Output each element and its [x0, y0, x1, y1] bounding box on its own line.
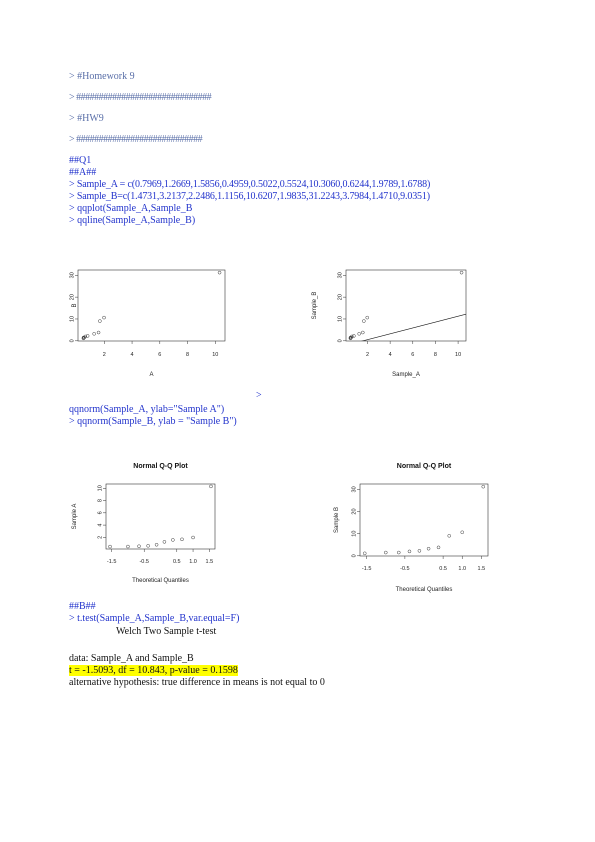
y-tick-label: 0: [69, 339, 76, 343]
code-ttest: > t.test(Sample_A,Sample_B,var.equal=F): [69, 613, 240, 624]
data-point: [460, 271, 463, 274]
output-stats: [69, 665, 238, 677]
x-axis-label: Sample_A: [392, 372, 420, 378]
x-tick-label: 1.0: [189, 559, 197, 565]
data-point: [482, 485, 485, 488]
data-point: [192, 536, 195, 539]
data-point: [362, 320, 365, 323]
plot-frame: [346, 270, 466, 341]
data-point: [147, 544, 150, 547]
y-tick-label: 10: [69, 315, 76, 323]
code-sample-a: > Sample_A = c(0.7969,1.2669,1.5856,0.4959,0.5022,0.5524,10.3060,0.6244,1.9789,1.6788): [69, 179, 431, 190]
y-tick-label: 10: [337, 315, 344, 323]
output-alternative: alternative hypothesis: true difference in means is not equal to 0: [69, 677, 325, 688]
x-tick-label: 4: [388, 352, 392, 358]
x-tick-label: 2: [365, 352, 370, 358]
heading-a: ##A##: [69, 167, 97, 178]
data-point: [366, 316, 369, 319]
y-tick-label: 10: [351, 530, 358, 537]
y-axis-label: Sample B: [334, 506, 340, 534]
x-tick-label: 8: [186, 352, 190, 358]
code-qqplot: > qqplot(Sample_A,Sample_B: [69, 203, 193, 214]
x-tick-label: 4: [130, 352, 134, 358]
y-tick-label: 30: [337, 272, 344, 279]
code-prompt: >: [256, 390, 262, 401]
data-point: [218, 271, 221, 274]
x-axis-label: A: [149, 372, 154, 378]
comment-hash-2: > ############################: [69, 134, 203, 145]
x-tick-label: 0.5: [439, 566, 447, 572]
x-tick-label: 1.0: [458, 566, 467, 572]
y-axis-label: B: [72, 303, 78, 308]
normal-qq-plot-a: [66, 458, 236, 590]
stats-highlight: t = -1.5093, df = 10.843, p-value = 0.1598: [69, 665, 238, 676]
x-tick-label: -1.5: [106, 559, 117, 565]
x-tick-label: 10: [212, 352, 219, 358]
data-point: [98, 320, 101, 323]
x-tick-label: 0.5: [172, 559, 181, 565]
y-tick-label: 20: [69, 294, 76, 301]
code-qqnorm-b: > qqnorm(Sample_B, ylab = "Sample B"): [69, 416, 237, 427]
y-tick-label: 6: [97, 511, 104, 515]
output-welch-title: Welch Two Sample t-test: [116, 626, 217, 637]
y-tick-label: 8: [97, 499, 104, 503]
plot-area-1: [69, 270, 225, 378]
x-tick-label: -1.5: [361, 566, 372, 572]
y-tick-label: 4: [97, 523, 104, 527]
x-tick-label: 2: [102, 352, 106, 358]
data-point: [358, 332, 361, 335]
y-tick-label: 20: [337, 294, 344, 301]
x-axis-label: Theoretical Quantiles: [395, 587, 453, 593]
code-sample-b: > Sample_B=c(1.4731,3.2137,2.2486,1.1156,10.6207,1.9835,31.2243,3.7984,1.4710,9.0351): [69, 191, 430, 202]
heading-b: ##B##: [69, 601, 96, 612]
data-point: [93, 332, 96, 335]
y-tick-label: 0: [337, 339, 344, 343]
y-tick-label: 20: [351, 508, 358, 515]
plot-frame: [360, 484, 488, 556]
x-tick-label: 6: [158, 352, 162, 358]
y-axis-label: Sample_B: [312, 291, 318, 320]
data-point: [408, 550, 411, 553]
y-tick-label: 2: [97, 535, 104, 539]
data-point: [138, 545, 141, 548]
data-point: [352, 334, 355, 337]
data-point: [171, 538, 174, 541]
y-tick-label: 30: [69, 272, 76, 279]
comment-homework: > #Homework 9: [69, 71, 135, 82]
data-point: [155, 543, 158, 546]
y-axis-label: Sample A: [72, 503, 78, 530]
data-point: [437, 546, 440, 549]
code-qqnorm-a: qqnorm(Sample_A, ylab="Sample A"): [69, 404, 225, 415]
plot-area-2: [312, 270, 466, 378]
data-point: [180, 538, 183, 541]
comment-hash-1: > ##############################: [69, 92, 212, 103]
y-tick-label: 0: [351, 554, 358, 558]
qqplot-sample-a-sample-b: [308, 262, 478, 384]
plot-area-4: [334, 463, 488, 593]
x-tick-label: 6: [411, 352, 415, 358]
plot-area-3: [72, 463, 215, 584]
data-point: [418, 549, 421, 552]
data-point: [384, 551, 387, 554]
comment-hw9: > #HW9: [69, 113, 104, 124]
y-tick-label: 10: [97, 485, 104, 492]
data-point: [363, 552, 366, 555]
normal-qq-plot-b: [326, 458, 496, 598]
qqplot-a-b: [66, 262, 236, 384]
code-qqline: > qqline(Sample_A,Sample_B): [69, 215, 196, 226]
x-tick-label: 1.5: [205, 559, 214, 565]
data-point: [361, 331, 364, 334]
data-point: [397, 551, 400, 554]
x-axis-label: Theoretical Quantiles: [132, 578, 189, 584]
output-data: data: Sample_A and Sample_B: [69, 653, 194, 664]
heading-q1: ##Q1: [69, 155, 92, 166]
x-tick-label: -0.5: [139, 559, 149, 565]
plot-frame: [106, 484, 215, 549]
data-point: [448, 534, 451, 537]
data-point: [103, 316, 106, 319]
data-point: [126, 545, 129, 548]
plot-frame: [78, 270, 225, 341]
data-point: [163, 540, 166, 543]
x-tick-label: 1.5: [477, 566, 486, 572]
x-tick-label: -0.5: [400, 566, 410, 572]
data-point: [109, 545, 112, 548]
y-tick-label: 30: [351, 486, 358, 493]
data-point: [427, 547, 430, 550]
x-tick-label: 10: [455, 352, 462, 358]
qq-reference-line: [335, 314, 466, 348]
data-point: [461, 531, 464, 534]
plot-title: Normal Q-Q Plot: [133, 463, 188, 470]
data-point: [97, 331, 100, 334]
x-tick-label: 8: [433, 352, 437, 358]
data-point: [209, 485, 212, 488]
plot-title: Normal Q-Q Plot: [396, 463, 452, 470]
